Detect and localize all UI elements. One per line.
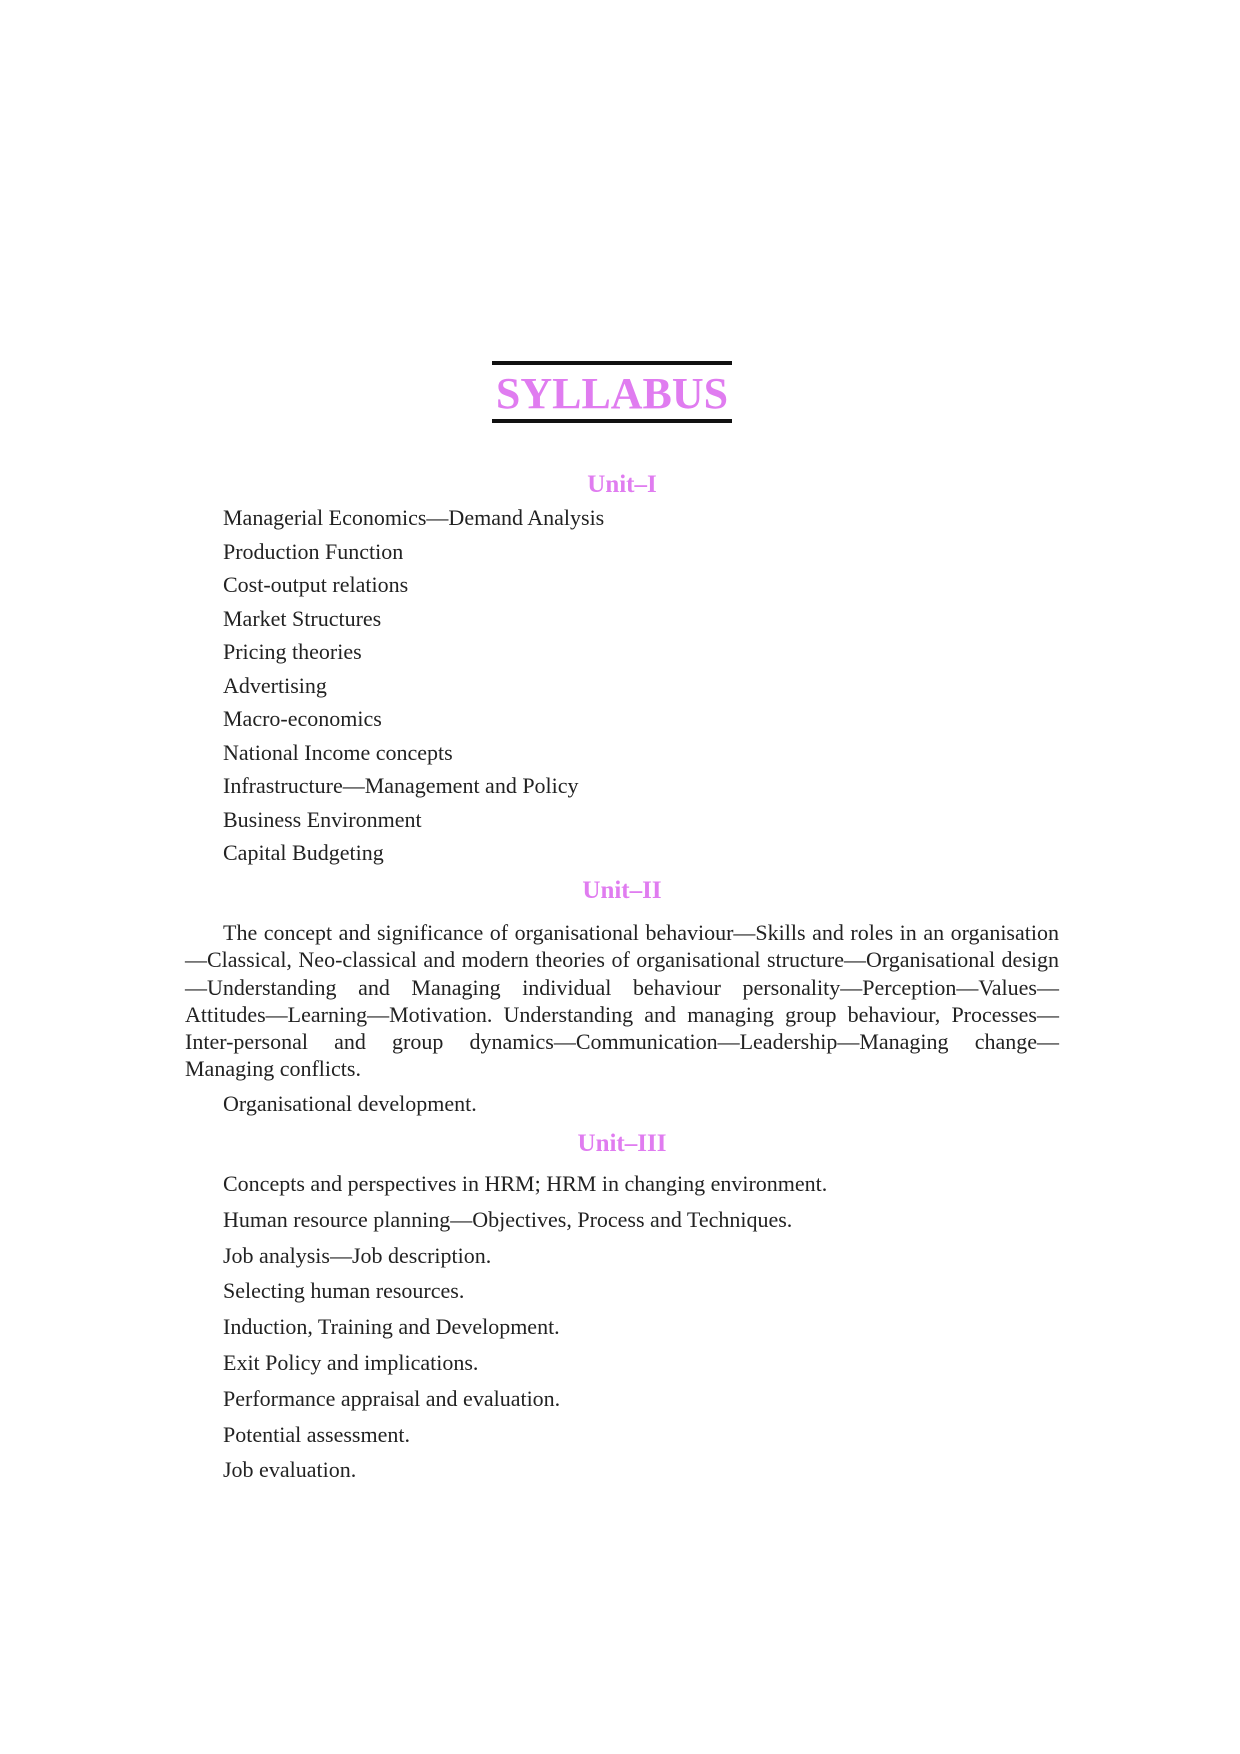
list-item: National Income concepts bbox=[223, 739, 453, 765]
list-item: Pricing theories bbox=[223, 639, 362, 664]
unit-3-topic-list bbox=[223, 1166, 827, 1488]
list-item: Market Structures bbox=[223, 605, 382, 631]
list-item: Performance appraisal and evaluation. bbox=[223, 1385, 561, 1411]
unit-2-heading: Unit–II bbox=[582, 877, 662, 904]
list-item: Production Function bbox=[223, 538, 404, 564]
unit-1-topic-list bbox=[223, 501, 604, 870]
list-item: Cost-output relations bbox=[223, 572, 409, 597]
unit-2-closing: Organisational development. bbox=[223, 1091, 477, 1116]
list-item: Induction, Training and Development. bbox=[223, 1314, 560, 1340]
list-item: Human resource planning—Objectives, Process and Techniques. bbox=[223, 1206, 793, 1232]
unit-3-heading: Unit–III bbox=[577, 1130, 667, 1157]
list-item: Concepts and perspectives in HRM; HRM in changing environment. bbox=[223, 1171, 828, 1196]
list-item: Capital Budgeting bbox=[223, 840, 384, 865]
list-item: Business Environment bbox=[223, 806, 422, 832]
list-item: Infrastructure—Management and Policy bbox=[223, 773, 579, 798]
unit-1-heading: Unit–I bbox=[587, 471, 657, 498]
unit-2-paragraph: The concept and significance of organisational behaviour—Skills and roles in an organisation—Classical, Neo-classical and modern theories of organisational structure—Organisational design—Understanding and Managing individual behaviour personality—Perception—Values—Attitudes—Learning—Motivation. Understanding and managing group behaviour, Processes—Inter-personal and group dynamics—Communication—Leadership—Managing change—Managing conflicts. bbox=[185, 920, 1059, 1082]
list-item: Managerial Economics—Demand Analysis bbox=[223, 505, 605, 530]
list-item: Exit Policy and implications. bbox=[223, 1349, 479, 1375]
list-item: Advertising bbox=[223, 672, 327, 698]
list-item: Job analysis—Job description. bbox=[223, 1242, 492, 1268]
title-bottom-rule bbox=[492, 419, 732, 423]
list-item: Selecting human resources. bbox=[223, 1278, 465, 1304]
title-top-rule bbox=[492, 361, 732, 365]
page-title: SYLLABUS bbox=[495, 369, 729, 418]
list-item: Macro-economics bbox=[223, 706, 382, 731]
list-item: Job evaluation. bbox=[223, 1457, 357, 1483]
list-item: Potential assessment. bbox=[223, 1421, 410, 1447]
